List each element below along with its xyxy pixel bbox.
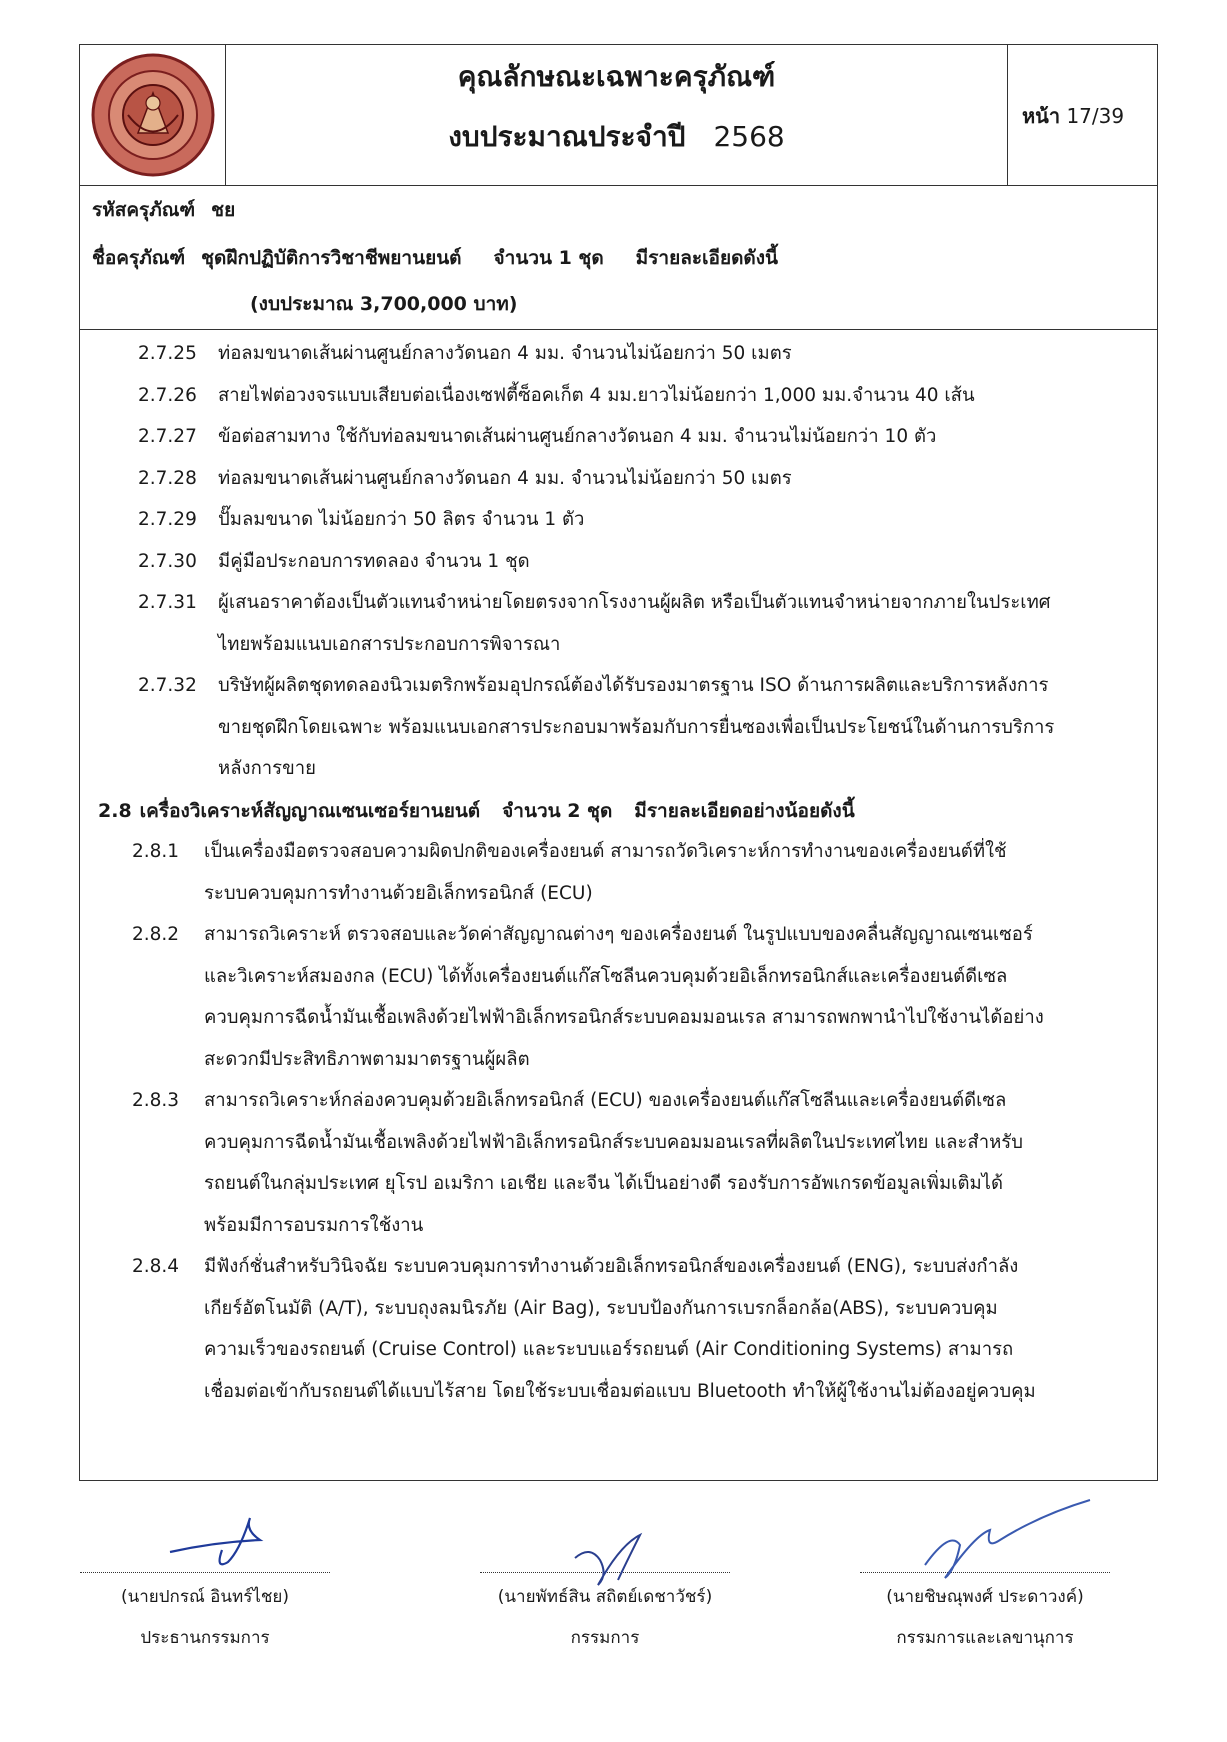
budget-year-label: งบประมาณประจำปี bbox=[448, 120, 686, 153]
equipment-name-label: ชื่อครุภัณฑ์ bbox=[92, 247, 186, 269]
spec-item-text: ข้อต่อสามทาง ใช้กับท่อลมขนาดเส้นผ่านศูนย์กลางวัดนอก 4 มม. จำนวนไม่น้อยกว่า 10 ตัว bbox=[218, 426, 937, 447]
spec-item-text: ความเร็วของรถยนต์ (Cruise Control) และระบบแอร์รถยนต์ (Air Conditioning Systems) สามารถ bbox=[204, 1339, 1014, 1360]
spec-item-text: ระบบควบคุมการทำงานด้วยอิเล็กทรอนิกส์ (ECU) bbox=[204, 882, 593, 904]
signer-role: ประธานกรรมการ bbox=[140, 1628, 270, 1648]
equipment-code-label: รหัสครุภัณฑ์ bbox=[92, 199, 196, 221]
title-cell bbox=[226, 45, 1008, 185]
signer-name: (นายพัทธ์สิน สถิตย์เดชาวัชร์) bbox=[497, 1587, 713, 1607]
equipment-name-row bbox=[92, 243, 778, 273]
spec-item-text: ควบคุมการฉีดน้ำมันเชื้อเพลิงด้วยไฟฟ้าอิเล็กทรอนิกส์ระบบคอมมอนเรล สามารถพกพานำไปใช้งานได้อย่าง bbox=[204, 1007, 1044, 1028]
section-qty: จำนวน 2 ชุด bbox=[502, 799, 613, 822]
signature-1-icon bbox=[170, 1518, 260, 1564]
spec-item-text: เป็นเครื่องมือตรวจสอบความผิดปกติของเครื่องยนต์ สามารถวัดวิเคราะห์การทำงานของเครื่องยนต์ที่ใช้ bbox=[204, 841, 1007, 862]
spec-item-text: ท่อลมขนาดเส้นผ่านศูนย์กลางวัดนอก 4 มม. จำนวนไม่น้อยกว่า 50 เมตร bbox=[218, 467, 792, 489]
spec-item-text: ผู้เสนอราคาต้องเป็นตัวแทนจำหน่ายโดยตรงจากโรงงานผู้ผลิต หรือเป็นตัวแทนจำหน่ายจากภายในประเทศ bbox=[218, 592, 1051, 613]
spec-item-text: ควบคุมการฉีดน้ำมันเชื้อเพลิงด้วยไฟฟ้าอิเล็กทรอนิกส์ระบบคอมมอนเรลที่ผลิตในประเทศไทย และสำหรับ bbox=[204, 1131, 1023, 1153]
spec-item-number: 2.8.4 bbox=[132, 1256, 180, 1277]
spec-item-number: 2.7.32 bbox=[138, 675, 197, 696]
vocational-education-seal-icon bbox=[88, 53, 218, 177]
signature-line bbox=[480, 1572, 730, 1573]
spec-item-text: รถยนต์ในกลุ่มประเทศ ยุโรป อเมริกา เอเชีย และจีน ได้เป็นอย่างดี รองรับการอัพเกรดข้อมูลเพิ่มเติมได้ bbox=[204, 1173, 1003, 1194]
spec-item-text: ขายชุดฝึกโดยเฉพาะ พร้อมแนบเอกสารประกอบมาพร้อมกับการยื่นซองเพื่อเป็นประโยชน์ในด้านการบริการ bbox=[218, 716, 1055, 738]
page-cell bbox=[1008, 45, 1159, 185]
spec-item-text: บริษัทผู้ผลิตชุดทดลองนิวเมตริกพร้อมอุปกรณ์ต้องได้รับรองมาตรฐาน ISO ด้านการผลิตและบริการหลังการ bbox=[218, 675, 1049, 696]
page-number: 17/39 bbox=[1066, 104, 1125, 128]
signature-line bbox=[80, 1572, 330, 1573]
spec-item-text: มีฟังก์ชั่นสำหรับวินิจฉัย ระบบควบคุมการทำงานด้วยอิเล็กทรอนิกส์ของเครื่องยนต์ (ENG), ระบบส่งกำลัง bbox=[204, 1256, 1019, 1277]
section-title: เครื่องวิเคราะห์สัญญาณเซนเซอร์ยานยนต์ bbox=[139, 799, 481, 822]
spec-item-number: 2.7.27 bbox=[138, 426, 197, 447]
signer-role: กรรมการและเลขานุการ bbox=[896, 1628, 1074, 1648]
document-frame bbox=[79, 44, 1158, 1481]
spec-item-number: 2.8.2 bbox=[132, 924, 180, 945]
section-detail: มีรายละเอียดอย่างน้อยดังนี้ bbox=[634, 799, 855, 822]
document-header bbox=[80, 45, 1157, 186]
spec-item-number: 2.8.1 bbox=[132, 841, 180, 862]
section-2-8-heading bbox=[98, 790, 877, 832]
signature-line bbox=[860, 1572, 1110, 1573]
equipment-info bbox=[80, 185, 1157, 330]
document-title: คุณลักษณะเฉพาะครุภัณฑ์ bbox=[457, 60, 776, 93]
spec-item-text: มีคู่มือประกอบการทดลอง จำนวน 1 ชุด bbox=[218, 550, 530, 572]
equipment-detail-label: มีรายละเอียดดังนี้ bbox=[635, 247, 779, 269]
budget-year-title bbox=[226, 115, 1007, 159]
equipment-code-value: ชย bbox=[211, 199, 236, 221]
spec-item-number: 2.7.29 bbox=[138, 509, 197, 530]
spec-item-text: สามารถวิเคราะห์กล่องควบคุมด้วยอิเล็กทรอนิกส์ (ECU) ของเครื่องยนต์แก๊สโซลีนและเครื่องยนต์ดีเซล bbox=[204, 1090, 1007, 1111]
spec-item-number: 2.7.28 bbox=[138, 467, 197, 489]
spec-item-text: ปั๊มลมขนาด ไม่น้อยกว่า 50 ลิตร จำนวน 1 ตัว bbox=[218, 509, 585, 530]
spec-item-number: 2.7.31 bbox=[138, 592, 197, 613]
section-number: 2.8 bbox=[98, 799, 132, 822]
spec-item-number: 2.8.3 bbox=[132, 1090, 180, 1111]
signature-block bbox=[80, 1572, 330, 1651]
equipment-budget: (งบประมาณ 3,700,000 บาท) bbox=[250, 293, 518, 315]
signature-3-icon bbox=[925, 1500, 1090, 1578]
signer-role: กรรมการ bbox=[570, 1628, 640, 1648]
spec-item-text: ท่อลมขนาดเส้นผ่านศูนย์กลางวัดนอก 4 มม. จำนวนไม่น้อยกว่า 50 เมตร bbox=[218, 343, 792, 364]
logo-cell bbox=[80, 45, 226, 185]
spec-item-text: เกียร์อัตโนมัติ (A/T), ระบบถุงลมนิรภัย (Air Bag), ระบบป้องกันการเบรกล็อกล้อ(ABS), ระบบควบคุม bbox=[204, 1297, 998, 1319]
budget-year-value: 2568 bbox=[713, 120, 785, 153]
page-indicator bbox=[1022, 100, 1124, 132]
spec-item-text: สามารถวิเคราะห์ ตรวจสอบและวัดค่าสัญญาณต่างๆ ของเครื่องยนต์ ในรูปแบบของคลื่นสัญญาณเซนเซอร์ bbox=[204, 924, 1033, 945]
signature-block bbox=[860, 1572, 1110, 1651]
signer-name: (นายปกรณ์ อินทร์ไชย) bbox=[121, 1587, 289, 1607]
spec-item-text: หลังการขาย bbox=[218, 758, 316, 779]
spec-item-text: เชื่อมต่อเข้ากับรถยนต์ได้แบบไร้สาย โดยใช้ระบบเชื่อมต่อแบบ Bluetooth ทำให้ผู้ใช้งานไม่ต้องอยู่ควบคุม bbox=[204, 1380, 1036, 1402]
equipment-code-row bbox=[92, 195, 235, 225]
spec-item-number: 2.7.25 bbox=[138, 343, 197, 364]
signature-block bbox=[480, 1572, 730, 1651]
spec-item-text: สายไฟต่อวงจรแบบเสียบต่อเนื่องเซฟตี้ซ็อคเก็ต 4 มม.ยาวไม่น้อยกว่า 1,000 มม.จำนวน 40 เส้น bbox=[218, 384, 975, 406]
page-label: หน้า bbox=[1022, 104, 1061, 128]
spec-item-text: พร้อมมีการอบรมการใช้งาน bbox=[204, 1214, 424, 1236]
equipment-name-value: ชุดฝึกปฏิบัติการวิชาชีพยานยนต์ bbox=[201, 247, 462, 269]
spec-item-text: และวิเคราะห์สมองกล (ECU) ได้ทั้งเครื่องยนต์แก๊สโซลีนควบคุมด้วยอิเล็กทรอนิกส์และเครื่องยนต์ดีเซล bbox=[204, 965, 1008, 987]
signer-name: (นายชิษณุพงศ์ ประดาวงค์) bbox=[886, 1587, 1084, 1607]
spec-item-number: 2.7.26 bbox=[138, 384, 197, 406]
spec-item-text: ไทยพร้อมแนบเอกสารประกอบการพิจารณา bbox=[218, 633, 561, 655]
spec-item-number: 2.7.30 bbox=[138, 550, 197, 572]
spec-item-text: สะดวกมีประสิทธิภาพตามมาตรฐานผู้ผลิต bbox=[204, 1048, 530, 1070]
equipment-qty: จำนวน 1 ชุด bbox=[493, 247, 604, 269]
